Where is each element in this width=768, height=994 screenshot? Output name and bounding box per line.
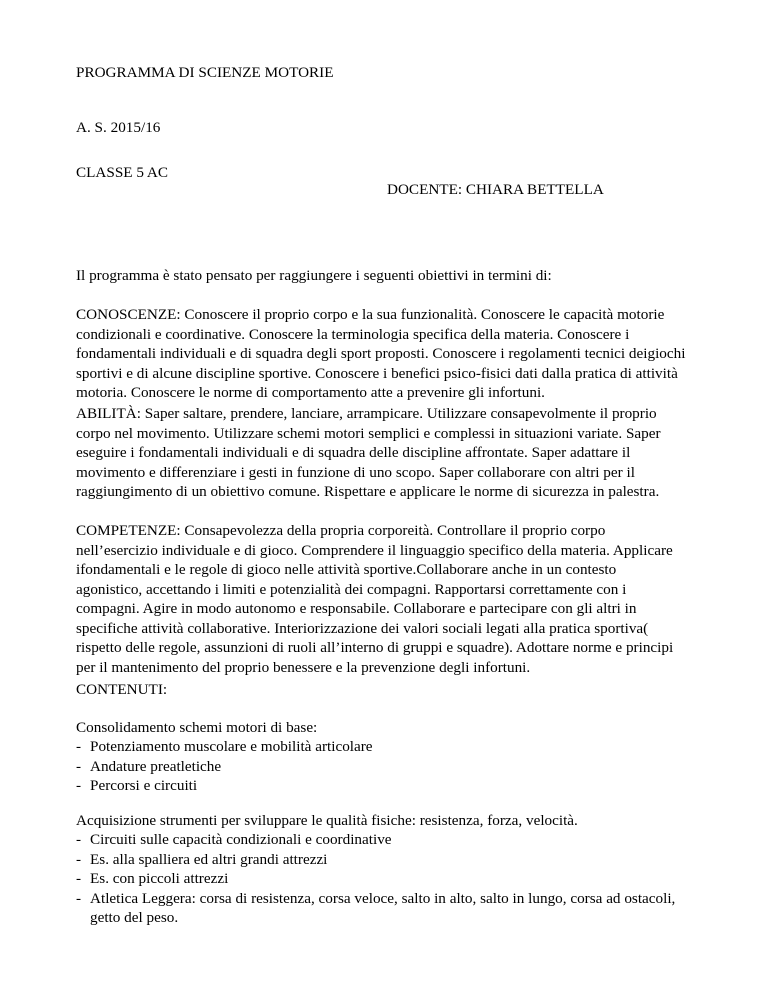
list-item: - Potenziamento muscolare e mobilità articolare — [76, 738, 373, 755]
text-line: raggiungimento di un obiettivo comune. Rispettare e applicare le norme di sicurezza in palestra. — [76, 483, 660, 500]
text-line: condizionali e coordinative. Conoscere la terminologia specifica della materia. Conoscere i — [76, 325, 630, 343]
group1-title: Consolidamento schemi motori di base: — [76, 719, 318, 736]
list-item: - Percorsi e circuiti — [76, 777, 198, 794]
list-item-continuation: getto del peso. — [90, 909, 179, 926]
text-line: corpo nel movimento. Utilizzare schemi motori semplici e complessi in situazioni variate. Saper — [76, 424, 661, 442]
bullet-dash: - — [76, 777, 82, 794]
bullet-dash: - — [76, 831, 82, 848]
text-line: compagni. Agire in modo autonomo e responsabile. Collaborare e partecipare con gli altri in — [76, 600, 637, 617]
text-line: fondamentali individuali e di squadra degli sport proposti. Conoscere i regolamenti tecnici deigiochi — [76, 345, 686, 362]
text-line: agonistico, accettando i limiti e potenzialità dei compagni. Rapportarsi correttamente con i — [76, 580, 627, 598]
group1-list — [76, 737, 716, 796]
bullet-dash: - — [76, 850, 82, 868]
bullet-dash: - — [76, 870, 82, 887]
list-item: - Es. alla spalliera ed altri grandi attrezzi — [76, 850, 328, 868]
abilita-paragraph — [76, 404, 692, 502]
bullet-dash: - — [76, 889, 82, 907]
group2-list — [76, 830, 716, 928]
contenuti-heading: CONTENUTI: — [76, 681, 168, 698]
school-year: A. S. 2015/16 — [76, 119, 161, 136]
conoscenze-paragraph — [76, 305, 692, 403]
document-title: PROGRAMMA DI SCIENZE MOTORIE — [76, 64, 334, 81]
text-line: per il mantenimento del proprio benessere e la prevenzione degli infortuni. — [76, 658, 531, 676]
text-line: eseguire i fondamentali individuali e di squadra delle discipline affrontate. Saper adattare il — [76, 444, 631, 461]
text-line: ifondamentali e le regole di gioco nelle attività sportive.Collaborare anche in un contesto — [76, 561, 617, 578]
bullet-dash: - — [76, 738, 82, 755]
bullet-dash: - — [76, 757, 82, 775]
competenze-paragraph — [76, 521, 692, 677]
text-line: CONOSCENZE: Conoscere il proprio corpo e la sua funzionalità. Conoscere le capacità motorie — [76, 306, 665, 323]
group2-title: Acquisizione strumenti per sviluppare le qualità fisiche: resistenza, forza, velocità. — [76, 812, 578, 829]
text-line: movimento e differenziare i gesti in funzione di uno scopo. Saper collaborare con altri per il — [76, 463, 635, 481]
text-line: sportivi e di alcune discipline sportive. Conoscere i benefici psico-fisici dati dalla pratica di attività — [76, 364, 678, 382]
teacher-label: DOCENTE: CHIARA BETTELLA — [387, 181, 604, 198]
class-label: CLASSE 5 AC — [76, 164, 168, 181]
text-line: nell’esercizio individuale e di gioco. Comprendere il linguaggio specifico della materia. Applicare — [76, 541, 673, 559]
list-item: - Atletica Leggera: corsa di resistenza, corsa veloce, salto in alto, salto in lungo, corsa ad ostacoli, getto del peso. — [76, 889, 716, 928]
list-item: - Es. con piccoli attrezzi — [76, 870, 229, 887]
text-line: specifiche attività collaborative. Interiorizzazione dei valori sociali legati alla pratica sportiva( — [76, 619, 649, 637]
text-line: ABILITÀ: Saper saltare, prendere, lanciare, arrampicare. Utilizzare consapevolmente il proprio — [76, 405, 657, 422]
text-line: motoria. Conoscere le norme di comportamento atte a prevenire gli infortuni. — [76, 384, 545, 401]
list-item: - Andature preatletiche — [76, 757, 222, 775]
text-line: rispetto delle regole, assunzioni di ruoli all’interno di gruppi e squadre). Adottare norme e principi — [76, 639, 674, 656]
text-line: COMPETENZE: Consapevolezza della propria corporeità. Controllare il proprio corpo — [76, 522, 606, 539]
intro-text: Il programma è stato pensato per raggiungere i seguenti obiettivi in termini di: — [76, 267, 552, 284]
list-item: - Circuiti sulle capacità condizionali e coordinative — [76, 831, 392, 848]
